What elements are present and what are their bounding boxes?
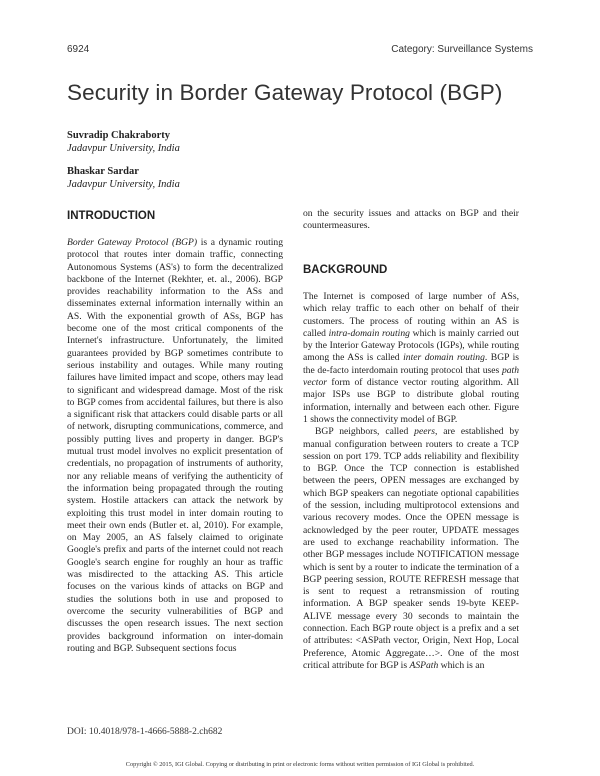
background-text: which is an [438,659,485,671]
background-text: . BGP is the de-facto interdomain routing protocol that uses [303,352,520,376]
copyright-footer: Copyright © 2015, IGI Global. Copying or distributing in print or electronic forms without written permission of IGI Global is prohibited. [125,761,475,768]
doi-line: DOI: 10.4018/978-1-4666-5888-2.ch682 [67,727,223,737]
introduction-continuation-text: on the security issues and attacks on BGP and their countermeasures. [303,208,519,232]
article-title: Security in Border Gateway Protocol (BGP) [67,80,503,105]
background-paragraph [303,426,519,672]
introduction-column [67,237,283,655]
background-paragraph [303,291,519,426]
introduction-heading: INTRODUCTION [67,210,156,222]
bgp-term: Border Gateway Protocol (BGP) [67,237,198,248]
introduction-paragraph [67,237,283,655]
background-text: The Internet is composed of large number of ASs, which relay traffic to each other on behalf of their customers. The process of routing within an AS is called [303,291,519,339]
introduction-text: is a dynamic routing protocol that routes inter domain traffic, connecting Autonomous Systems (AS's) to form the decentralized backbone of the Internet (Rekhter, et. al., 2006). BGP provides reachability information to the ASs and disseminates external information internally within an AS. With the exponential growth of ASs, BGP has become one of the most critical components of the Internet's infrastructure. Unfortunately, the limited guarantees provided by BGP sometimes contribute to serious instability and outages. While many routing failures have limited impact and scope, others may lead to significant and widespread damage. Most of the risk to BGP comes from accidental failures, but there is also a significant risk that attackers could disable parts or all of network, disrupting communications, commerce, and possibly putting lives and property in danger. BGP's mutual trust model involves no explicit presentation of credentials, no propagation of instruments of authority, nor any reliable means of verifying the authenticity of the information being propagated through the routing system. Hostile attackers can attack the network by exploiting this trust model in inter domain routing to meet their own ends (Butler et. al, 2010). For example, on May 2005, an AS falsely claimed to originate Google's prefix and parts of the internet could not reach Google's search engine for roughly an hour as traffic was misdirected to the attacking AS. This article focuses on the various kinds of attacks on BGP and studies the solutions both in use and proposed to overcome the security vulnerabilities of BGP and discusses the open research issues. The next section provides background information on inter-domain routing and BGP. Subsequent sections focus [67,237,283,654]
term-peers: peers [414,426,435,438]
author-affiliation: Jadavpur University, India [67,179,180,190]
background-column [303,291,519,672]
background-text: which is mainly carried out by the Interior Gateway Protocols (IGPs), while routing among the ASs is called [303,327,519,364]
author-block [67,129,180,155]
background-heading: BACKGROUND [303,264,388,276]
background-text: BGP neighbors, called [315,426,415,438]
author-name: Suvradip Chakraborty [67,130,170,141]
background-text: , are established by manual configuration between routers to create a TCP session on port 179. TCP adds reliability and flexibility to BGP. Once the TCP connection is established between the peers, OPEN messages are exchanged by which BGP speakers can negotiate optional capabilities of the session, including multiprotocol extensions and various recovery modes. Once the OPEN message is acknowledged by the peer router, UPDATE messages are used to exchange reachability information. The other BGP messages include NOTIFICATION message which is sent by a router to indicate the termination of a BGP peering session, ROUTE REFRESH message that is sent to request a retransmission of routing information. A BGP speaker sends 19-byte KEEP-ALIVE message every 30 seconds to maintain the connection. Each BGP route object is a prefix and a set of attributes: <ASPath vector, Origin, Next Hop, Local Preference, Atomic Aggregate…>. One of the most critical attribute for BGP is [303,426,520,671]
term-intra-domain: intra-domain routing [328,327,410,339]
introduction-continuation [303,208,519,233]
running-header [67,44,533,58]
category-label: Category: Surveillance Systems [391,44,533,55]
term-inter-domain: inter domain routing [403,352,485,364]
author-affiliation: Jadavpur University, India [67,143,180,154]
page-number: 6924 [67,44,90,55]
term-aspath: ASPath [409,659,439,671]
author-block [67,165,180,191]
term-path-vector: path vector [303,364,519,389]
author-name: Bhaskar Sardar [67,166,139,177]
background-text: form of distance vector routing algorithm. All major ISPs use BGP to distribute global routing information, internally and between each other. Figure 1 shows the connectivity model of BGP. [303,377,519,425]
